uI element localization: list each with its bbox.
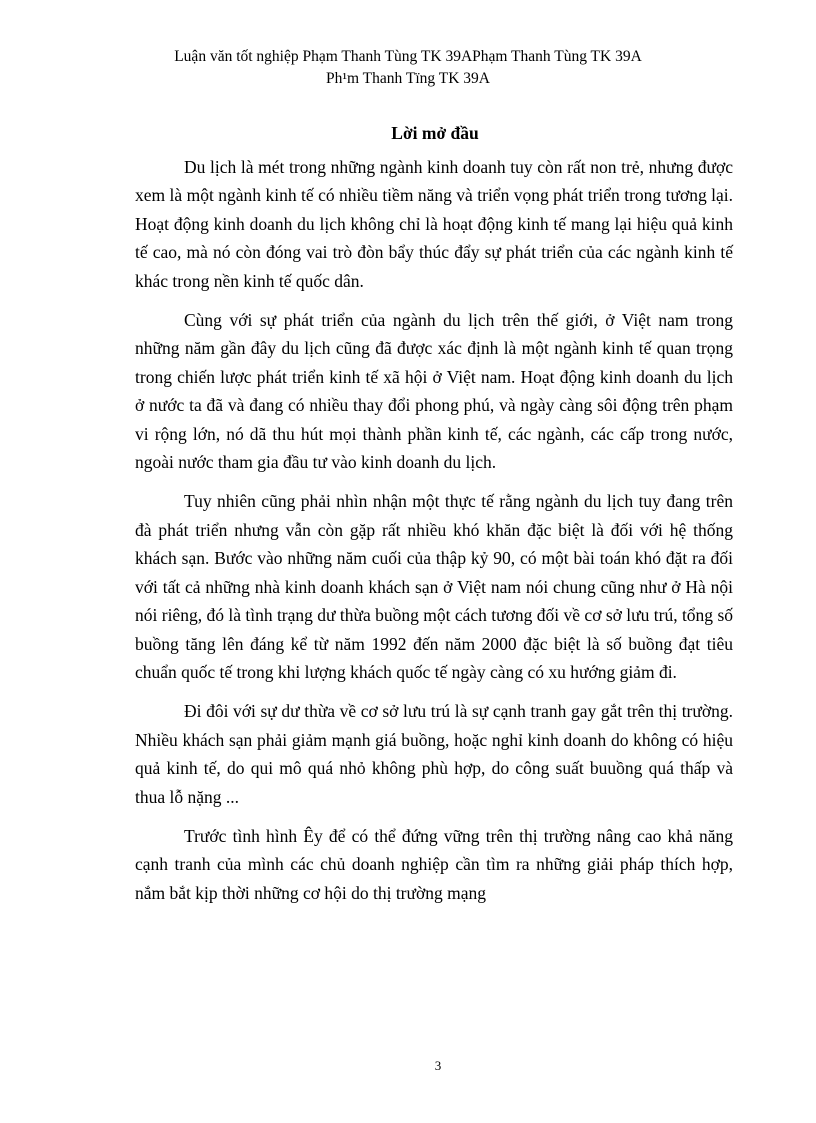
- section-title: Lời mở đầu: [391, 123, 479, 143]
- paragraph-1: Du lịch là mét trong những ngành kinh doanh tuy còn rất non trẻ, nhưng được xem là một ngành kinh tế có nhiều tiềm năng và triển vọng phát triển trong tương lại. Hoạt động kinh doanh du lịch không chỉ là hoạt động kinh tế mang lại hiệu quả kinh tế cao, mà nó còn đóng vai trò đòn bẩy thúc đẩy sự phát triển của các ngành kinh tế khác trong nền kinh tế quốc dân.: [135, 157, 733, 291]
- document-body: [135, 153, 733, 918]
- running-header: [0, 46, 816, 90]
- paragraph-5: Trước tình hình Êy để có thể đứng vững trên thị trường nâng cao khả năng cạnh tranh của mình các chủ doanh nghiệp cần tìm ra những giải pháp thích hợp, nắm bắt kịp thời những cơ hội do thị trường mạng: [135, 825, 733, 903]
- header-line-2: Ph¹m Thanh Tïng TK 39A: [326, 70, 490, 87]
- paragraph-2: Cùng với sự phát triển của ngành du lịch trên thế giới, ở Việt nam trong những năm gần đây du lịch cũng đã được xác định là một ngành kinh tế quan trọng trong chiến lược phát triển kinh tế xã hội ở Việt nam. Hoạt động kinh doanh du lịch ở nước ta đã và đang có nhiều thay đổi phong phú, và ngày càng sôi động trên phạm vi rộng lớn, nó dã thu hút mọi thành phần kinh tế, các ngành, các cấp trong nước, ngoài nước tham gia đầu tư vào kinh doanh du lịch.: [135, 310, 733, 473]
- paragraph-3: Tuy nhiên cũng phải nhìn nhận một thực tế rằng ngành du lịch tuy đang trên đà phát triển nhưng vẫn còn gặp rất nhiều khó khăn đặc biệt là đối với hệ thống khách sạn. Bước vào những năm cuối của thập kỷ 90, có một bài toán khó đặt ra đối với tất cả những nhà kinh doanh khách sạn ở Việt nam nói chung cũng như ở Hà nội nói riêng, đó là tình trạng dư thừa buồng một cách tương đối về cơ sở lưu trú, tổng số buồng tăng lên đáng kể từ năm 1992 đến năm 2000 đặc biệt là số buồng đạt tiêu chuẩn quốc tế trong khi lượng khách quốc tế ngày càng có xu hướng giảm đi.: [135, 491, 733, 682]
- paragraph-4: Đi đôi với sự dư thừa về cơ sở lưu trú là sự cạnh tranh gay gắt trên thị trường. Nhiều khách sạn phải giảm mạnh giá buồng, hoặc nghỉ kinh doanh do không có hiệu quả kinh tế, do qui mô quá nhỏ không phù hợp, do công suất buuồng quá thấp và thua lỗ nặng ...: [135, 701, 733, 807]
- page-number: 3: [434, 1058, 442, 1073]
- header-line-1: Luận văn tốt nghiệp Phạm Thanh Tùng TK 39APhạm Thanh Tùng TK 39A: [174, 48, 642, 65]
